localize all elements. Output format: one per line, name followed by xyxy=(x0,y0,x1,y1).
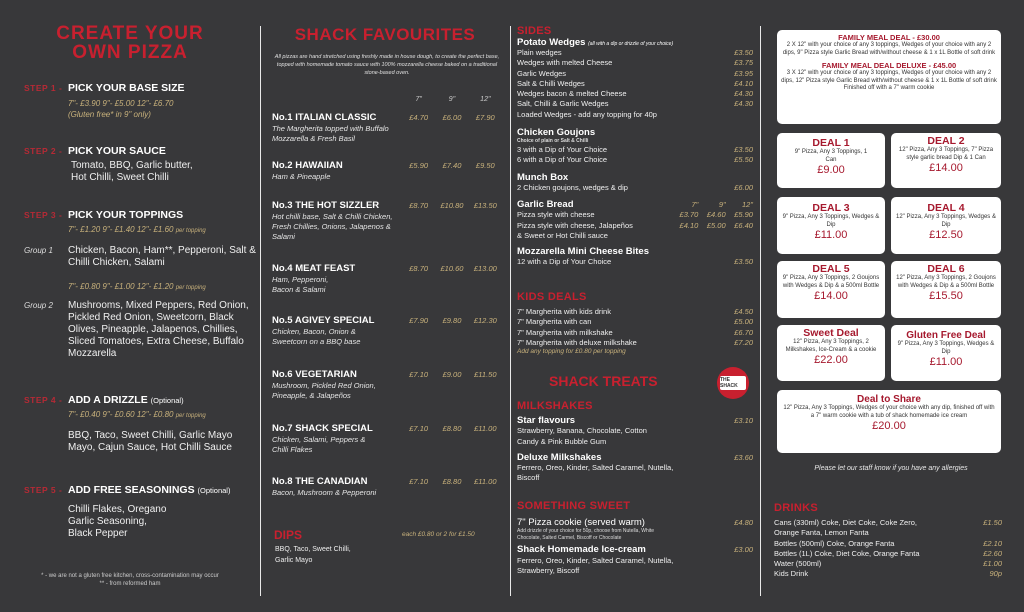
step-3: STEP 3 - PICK YOUR TOPPINGS 7"- £1.20 9"- £1.40 12"- £1.60 per topping Group 1 Chicken, Bacon, Ham**, Pepperoni, Salt & Chilli Chicken, Salami 7"- £0.80 9"- £1.00 12"- £1.20 per topping Group 2 Mushrooms, Mixed Peppers, Red Onion, Pickled Red Onion, Sweetcorn, Black Olives, Pineapple, Jalapenos, Chillies, Sliced Tomatoes, Extra Cheese, Buffalo Mozzarella xyxy=(24,209,264,360)
menu-row: Pizza style with cheese, Jalapeños £4.10 £5.00 £6.40 xyxy=(517,220,753,230)
topping-group-2: Group 2 Mushrooms, Mixed Peppers, Red Onion, Pickled Red Onion, Sweetcorn, Black Olives, Pineapple, Jalapenos, Chillies, Sliced Tomatoes, Extra Cheese, Buffalo Mozzarella xyxy=(24,300,249,359)
footnote: * - we are not a gluten free kitchen, cross-contamination may occur ** - from reformed ham xyxy=(41,573,219,587)
shack-treats-title: SHACK TREATS xyxy=(549,373,658,389)
deal-card: DEAL 1 9" Pizza, Any 3 Toppings, 1 Can £9.00 xyxy=(777,133,885,188)
milkshakes-section: MILKSHAKES Star flavours £3.10 Strawberry, Banana, Chocolate, Cotton Candy & Pink Bubble Gum Deluxe Milkshakes £3.60 Ferrero, Oreo, Kinder, Salted Caramel, Nutella, Biscoff xyxy=(517,400,753,483)
menu-row: Plain wedges £3.50 xyxy=(517,48,753,57)
sides-section: SIDES Potato Wedges (all with a dip or drizzle of your choice) Plain wedges £3.50 Wedges with melted Cheese £3.75 Garlic Wedges £3.95 Salt & Chilli Wedges £4.10 Wedges bacon & melted Cheese £4.30 Salt, Chilli & Garlic Wedges £4.30 Loaded Wedges - add any topping for 40p Chicken Goujons Choice of plain or Salt & Chilli 3 with a Dip of Your Choice £3.50 6 with a Dip of Your Choice £5.50 Munch Box 2 Chicken goujons, wedges & dip £6.00 Garlic Bread 7" 9" 12" Pizza style with cheese £3.70 £4.60 £5.90 Pizza style with cheese, Jalapeños £4.10 £5.00 £6.40 & Sweet or Hot Chilli sauce Mozzarella Mini Cheese Bites 12 with a Dip of Your Choice £3.50 xyxy=(517,25,753,267)
menu-row: 3 with a Dip of Your Choice £3.50 xyxy=(517,144,753,154)
topping-group-1: Group 1 Chicken, Bacon, Ham**, Pepperoni, Salt & Chilli Chicken, Salami xyxy=(24,245,256,268)
create-your-own-pizza-panel xyxy=(0,0,258,612)
column-divider xyxy=(260,26,261,596)
menu-row: 2 Chicken goujons, wedges & dip £6.00 xyxy=(517,183,753,193)
drinks-section: DRINKS Cans (330ml) Coke, Diet Coke, Coke Zero, £1.50 Orange Fanta, Lemon Fanta Bottles (500ml) Coke, Orange Fanta £2.10 Bottles (1L) Coke, Diet Coke, Orange Fanta £2.60 Water (500ml) £1.00 Kids Drink 90p xyxy=(774,502,1002,579)
menu-row: 6 with a Dip of Your Choice £5.50 xyxy=(517,154,753,164)
menu-row: Salt & Chilli Wedges £4.10 xyxy=(517,78,753,88)
shack-favourites-panel xyxy=(262,0,508,612)
deal-card: DEAL 5 9" Pizza, Any 3 Toppings, 2 Goujons with Wedges & Dip & a 500ml Bottle £14.00 xyxy=(777,261,885,318)
menu-row: Wedges with melted Cheese £3.75 xyxy=(517,58,753,68)
dips-list: BBQ, Taco, Sweet Chilli, Garlic Mayo xyxy=(275,546,351,564)
menu-row: 7" Margherita with can £5.00 xyxy=(517,317,753,327)
favourites-intro: All pizzas are hand stretched using freshly made in house dough, to create the perfect base, topped with homemade tomato sauce with 100% mozzarella cheese baked on a traditional stone-based oven. xyxy=(274,54,500,76)
something-sweet-section: SOMETHING SWEET 7" Pizza cookie (served warm) £4.80 Add drizzle of your choice for 50p, choose from Nutella, White Chocolate, Salted Carmel, Biscoff or Chocolate Shack Homemade Ice-cream £3.00 Ferrero, Oreo, Kinder, Salted Caramel, Nutella, Strawberry, Biscoff xyxy=(517,500,753,575)
size-headers: 7" 9" 12" xyxy=(415,96,491,103)
pizza-item: No.2 HAWAIIAN £5.90 £7.40 £9.50 Ham & Pineapple xyxy=(272,160,495,181)
deal-card: Gluten Free Deal 9" Pizza, Any 3 Toppings, Wedges & Dip £11.00 xyxy=(891,325,1001,381)
allergy-notice: Please let our staff know if you have any allergies xyxy=(814,465,968,472)
sides-panel xyxy=(517,0,753,612)
menu-row: Kids Drink 90p xyxy=(774,569,1002,579)
column-divider xyxy=(510,26,511,596)
pizza-item: No.7 SHACK SPECIAL £7.10 £8.80 £11.00 Chicken, Salami, Peppers & Chilli Flakes xyxy=(272,423,497,454)
pizza-item: No.5 AGIVEY SPECIAL £7.90 £9.80 £12.30 Chicken, Bacon, Onion & Sweetcorn on a BBQ base xyxy=(272,315,497,346)
deal-card: DEAL 4 12" Pizza, Any 3 Toppings, Wedges & Dip £12.50 xyxy=(891,197,1001,254)
deal-card: DEAL 3 9" Pizza, Any 3 Toppings, Wedges & Dip £11.00 xyxy=(777,197,885,254)
menu-row: Garlic Wedges £3.95 xyxy=(517,68,753,78)
deal-to-share-card: Deal to Share 12" Pizza, Any 3 Toppings, Wedges of your choice with any dip, finished off with a 7" warm cookie with a tub of shack homemade ice cream £20.00 xyxy=(777,390,1001,453)
deals-panel xyxy=(774,0,1008,612)
deal-card: DEAL 2 12" Pizza, Any 3 Toppings, 7" Pizza style garlic bread Dip & 1 Can £14.00 xyxy=(891,133,1001,188)
deal-card: DEAL 6 12" Pizza, Any 3 Toppings, 2 Goujons with Wedges & Dip & a 500ml Bottle £15.50 xyxy=(891,261,1001,318)
menu-row: Cans (330ml) Coke, Diet Coke, Coke Zero, £1.50 xyxy=(774,518,1002,527)
menu-row: Loaded Wedges - add any topping for 40p xyxy=(517,109,657,119)
deal-card: Sweet Deal 12" Pizza, Any 3 Toppings, 2 Milkshakes, Ice-Cream & a cookie £22.00 xyxy=(777,325,885,381)
create-pizza-title: CREATE YOUR OWN PIZZA xyxy=(56,23,204,63)
menu-row: & Sweet or Hot Chilli sauce xyxy=(517,231,608,241)
pizza-item: No.3 THE HOT SIZZLER £8.70 £10.80 £13.50 Hot chilli base, Salt & Chilli Chicken, Fresh Chillies, Onions, Jalapenos & Salami xyxy=(272,200,497,241)
menu-row: Orange Fanta, Lemon Fanta xyxy=(774,528,869,538)
menu-row: 7" Margherita with kids drink £4.50 xyxy=(517,307,753,316)
pizza-item: No.6 VEGETARIAN £7.10 £9.00 £11.50 Mushroom, Pickled Red Onion, Pineapple, & Jalapeños xyxy=(272,369,497,400)
menu-row: Water (500ml) £1.00 xyxy=(774,559,1002,569)
menu-row: 12 with a Dip of Your Choice £3.50 xyxy=(517,257,753,267)
menu-row: Salt, Chilli & Garlic Wedges £4.30 xyxy=(517,99,753,109)
menu-row: Bottles (1L) Coke, Diet Coke, Orange Fanta £2.60 xyxy=(774,548,1002,558)
dips-price: each £0.80 or 2 for £1.50 xyxy=(402,531,475,538)
pizza-item: No.1 ITALIAN CLASSIC £4.70 £6.00 £7.90 The Margherita topped with Buffalo Mozzarella & Fresh Basil xyxy=(272,112,495,143)
shack-favourites-title: SHACK FAVOURITES xyxy=(294,25,476,44)
menu-row: Bottles (500ml) Coke, Orange Fanta £2.10 xyxy=(774,538,1002,548)
kids-deals-section: KIDS DEALS 7" Margherita with kids drink £4.50 7" Margherita with can £5.00 7" Margherita with milkshake £6.70 7" Margherita with deluxe milkshake £7.20 Add any topping for £0.80 per topping xyxy=(517,291,753,356)
step-4: STEP 4 - ADD A DRIZZLE (Optional) 7"- £0.40 9"- £0.60 12"- £0.80 per topping BBQ, Taco, Sweet Chilli, Garlic Mayo Mayo, Cajun Sauce, Hot Chilli Sauce xyxy=(24,394,233,453)
step-2: STEP 2 - PICK YOUR SAUCE Tomato, BBQ, Garlic butter, Hot Chilli, Sweet Chilli xyxy=(24,145,193,183)
step-5: STEP 5 - ADD FREE SEASONINGS (Optional) Chilli Flakes, Oregano Garlic Seasoning, Black Pepper xyxy=(24,484,231,539)
menu-row: 7" Margherita with deluxe milkshake £7.20 xyxy=(517,337,753,347)
dips-title: DIPS xyxy=(274,528,303,542)
column-divider xyxy=(760,26,761,596)
step-1: STEP 1 - PICK YOUR BASE SIZE 7"- £3.90 9"- £5.00 12"- £6.70 (Gluten free* in 9" only) xyxy=(24,82,185,119)
family-meal-deal-card: FAMILY MEAL DEAL - £30.00 2 X 12" with your choice of any 3 toppings, Wedges of your choice with any 2 dips, 9" Pizza style Garlic Bread with/without cheese & 1 x 1L Bottle of soft drink FAMILY MEAL DEAL DELUXE - £45.00 3 X 12" with your choice of any 3 toppings, Wedges of your choice with any 2 dips, 12" Pizza style Garlic Bread with/without cheese & 1 x 1L Bottle of soft drink Finished off with a 7" warm cookie xyxy=(777,30,1001,124)
pizza-item: No.8 THE CANADIAN £7.10 £8.80 £11.00 Bacon, Mushroom & Pepperoni xyxy=(272,476,497,497)
shack-logo-icon: THE SHACK xyxy=(717,367,749,399)
menu-row: Wedges bacon & melted Cheese £4.30 xyxy=(517,89,753,99)
menu-row: Pizza style with cheese £3.70 £4.60 £5.90 xyxy=(517,210,753,220)
menu-row: 7" Margherita with milkshake £6.70 xyxy=(517,327,753,337)
pizza-item: No.4 MEAT FEAST £8.70 £10.60 £13.00 Ham, Pepperoni, Bacon & Salami xyxy=(272,263,497,294)
